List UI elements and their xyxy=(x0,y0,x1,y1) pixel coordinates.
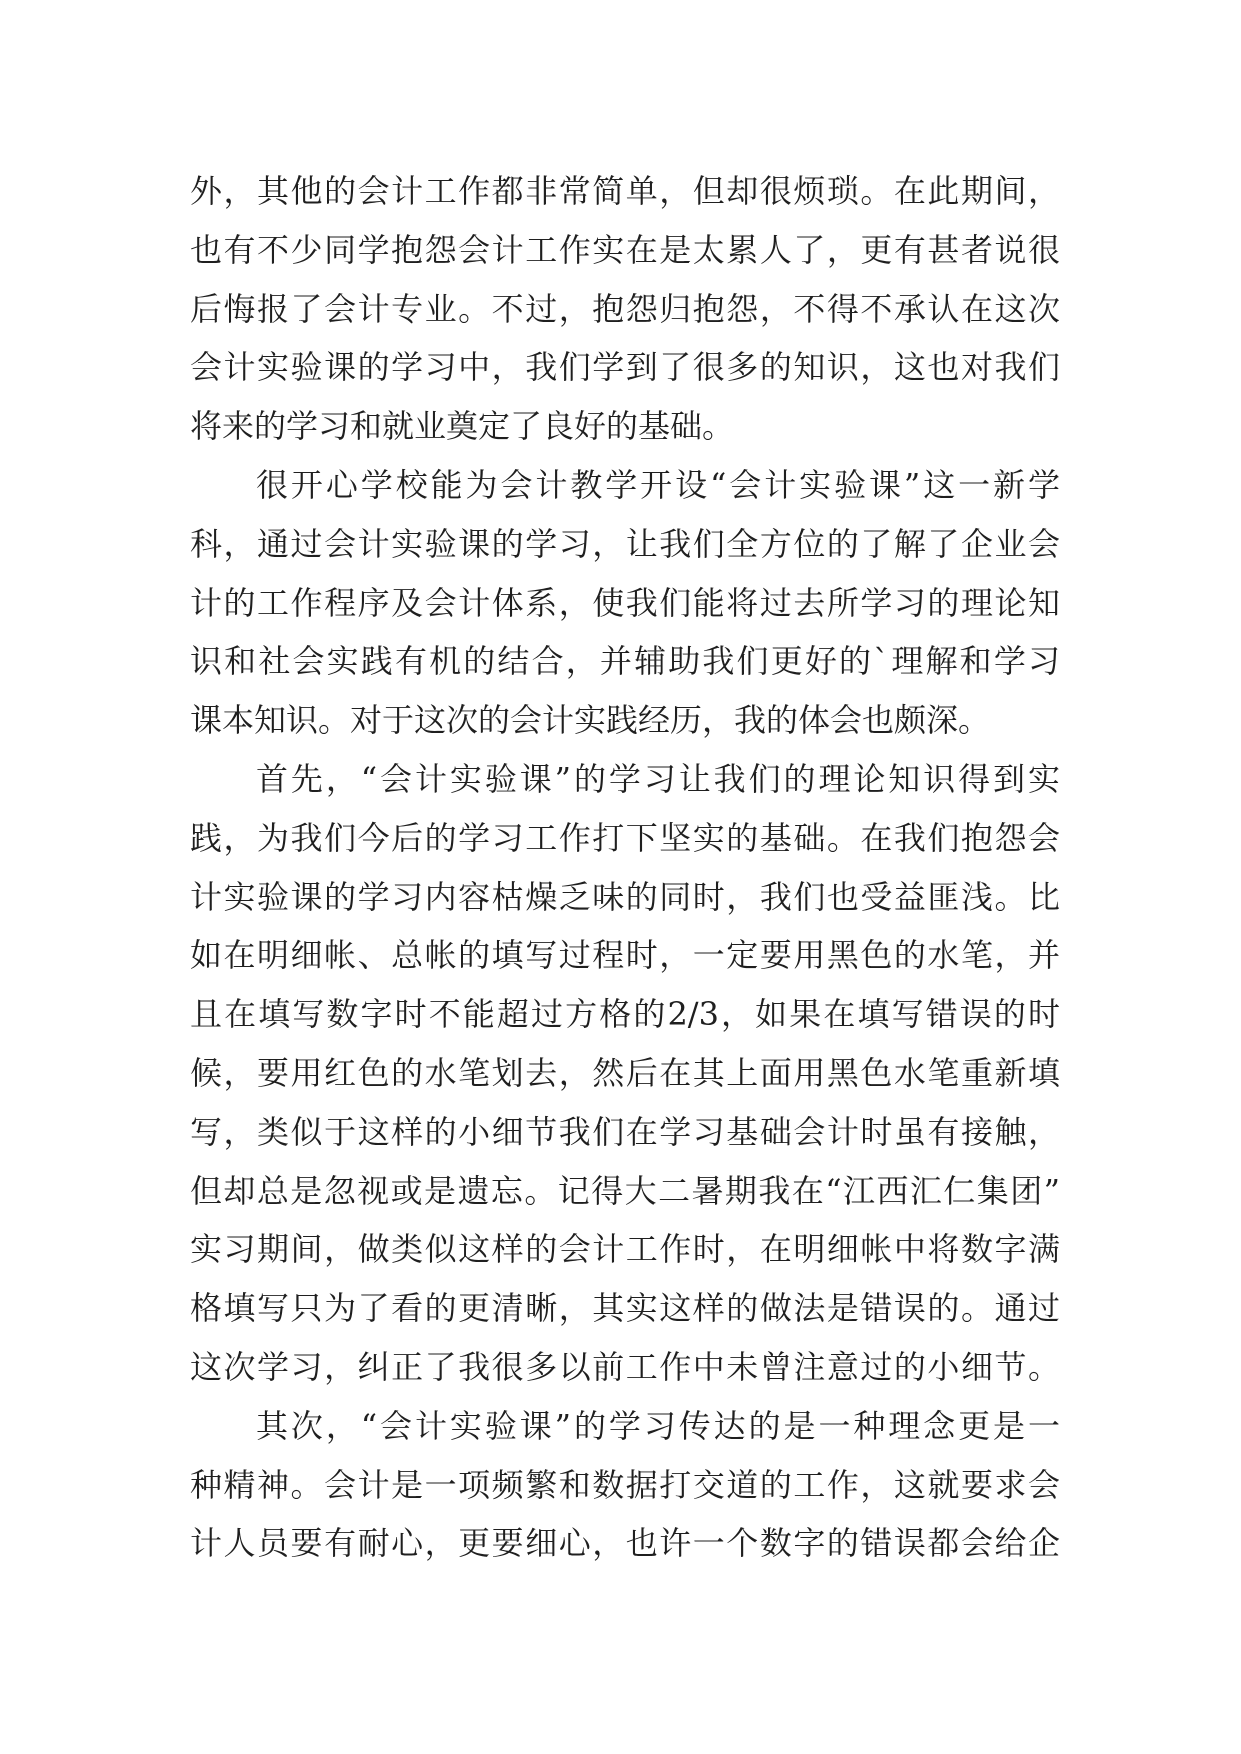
text-line: 科，通过会计实验课的学习，让我们全方位的了解了企业会 xyxy=(190,524,1060,563)
text-line: 且在填写数字时不能超过方格的2/3，如果在填写错误的时 xyxy=(190,995,1060,1034)
paragraph xyxy=(190,162,1060,456)
text-line: 后悔报了会计专业。不过，抱怨归抱怨，不得不承认在这次 xyxy=(190,289,1060,328)
text-line: 候，要用红色的水笔划去，然后在其上面用黑色水笔重新填 xyxy=(190,1053,1060,1092)
text-line: 如在明细帐、总帐的填写过程时，一定要用黑色的水笔，并 xyxy=(190,936,1060,975)
text-line: 践，为我们今后的学习工作打下坚实的基础。在我们抱怨会 xyxy=(190,818,1060,857)
text-line: 这次学习，纠正了我很多以前工作中未曾注意过的小细节。 xyxy=(190,1347,1060,1386)
text-line: 但却总是忽视或是遗忘。记得大二暑期我在“江西汇仁集团” xyxy=(190,1171,1060,1210)
paragraph xyxy=(190,1397,1060,1573)
text-line: 也有不少同学抱怨会计工作实在是太累人了，更有甚者说很 xyxy=(190,230,1060,269)
text-line: 格填写只为了看的更清晰，其实这样的做法是错误的。通过 xyxy=(190,1289,1060,1328)
text-line: 很开心学校能为会计教学开设“会计实验课”这一新学 xyxy=(256,465,1060,504)
text-line: 外，其他的会计工作都非常简单，但却很烦琐。在此期间， xyxy=(190,172,1060,210)
text-line: 写，类似于这样的小细节我们在学习基础会计时虽有接触， xyxy=(190,1112,1060,1151)
text-line: 计人员要有耐心，更要细心，也许一个数字的错误都会给企 xyxy=(190,1524,1060,1563)
text-line: 种精神。会计是一项频繁和数据打交道的工作，这就要求会 xyxy=(190,1465,1060,1504)
text-line: 会计实验课的学习中，我们学到了很多的知识，这也对我们 xyxy=(190,348,1060,387)
text-line: 将来的学习和就业奠定了良好的基础。 xyxy=(190,407,735,446)
text-line: 其次，“会计实验课”的学习传达的是一种理念更是一 xyxy=(256,1406,1060,1445)
paragraph xyxy=(190,750,1060,1397)
text-line: 实习期间，做类似这样的会计工作时，在明细帐中将数字满 xyxy=(190,1230,1060,1269)
text-line: 计实验课的学习内容枯燥乏味的同时，我们也受益匪浅。比 xyxy=(190,877,1060,916)
text-line: 计的工作程序及会计体系，使我们能将过去所学习的理论知 xyxy=(190,583,1060,622)
text-line: 识和社会实践有机的结合，并辅助我们更好的`理解和学习 xyxy=(190,642,1060,681)
text-line: 首先，“会计实验课”的学习让我们的理论知识得到实 xyxy=(256,759,1060,798)
paragraph xyxy=(190,456,1060,750)
text-line: 课本知识。对于这次的会计实践经历，我的体会也颇深。 xyxy=(190,701,991,740)
document-body xyxy=(190,162,1060,1573)
